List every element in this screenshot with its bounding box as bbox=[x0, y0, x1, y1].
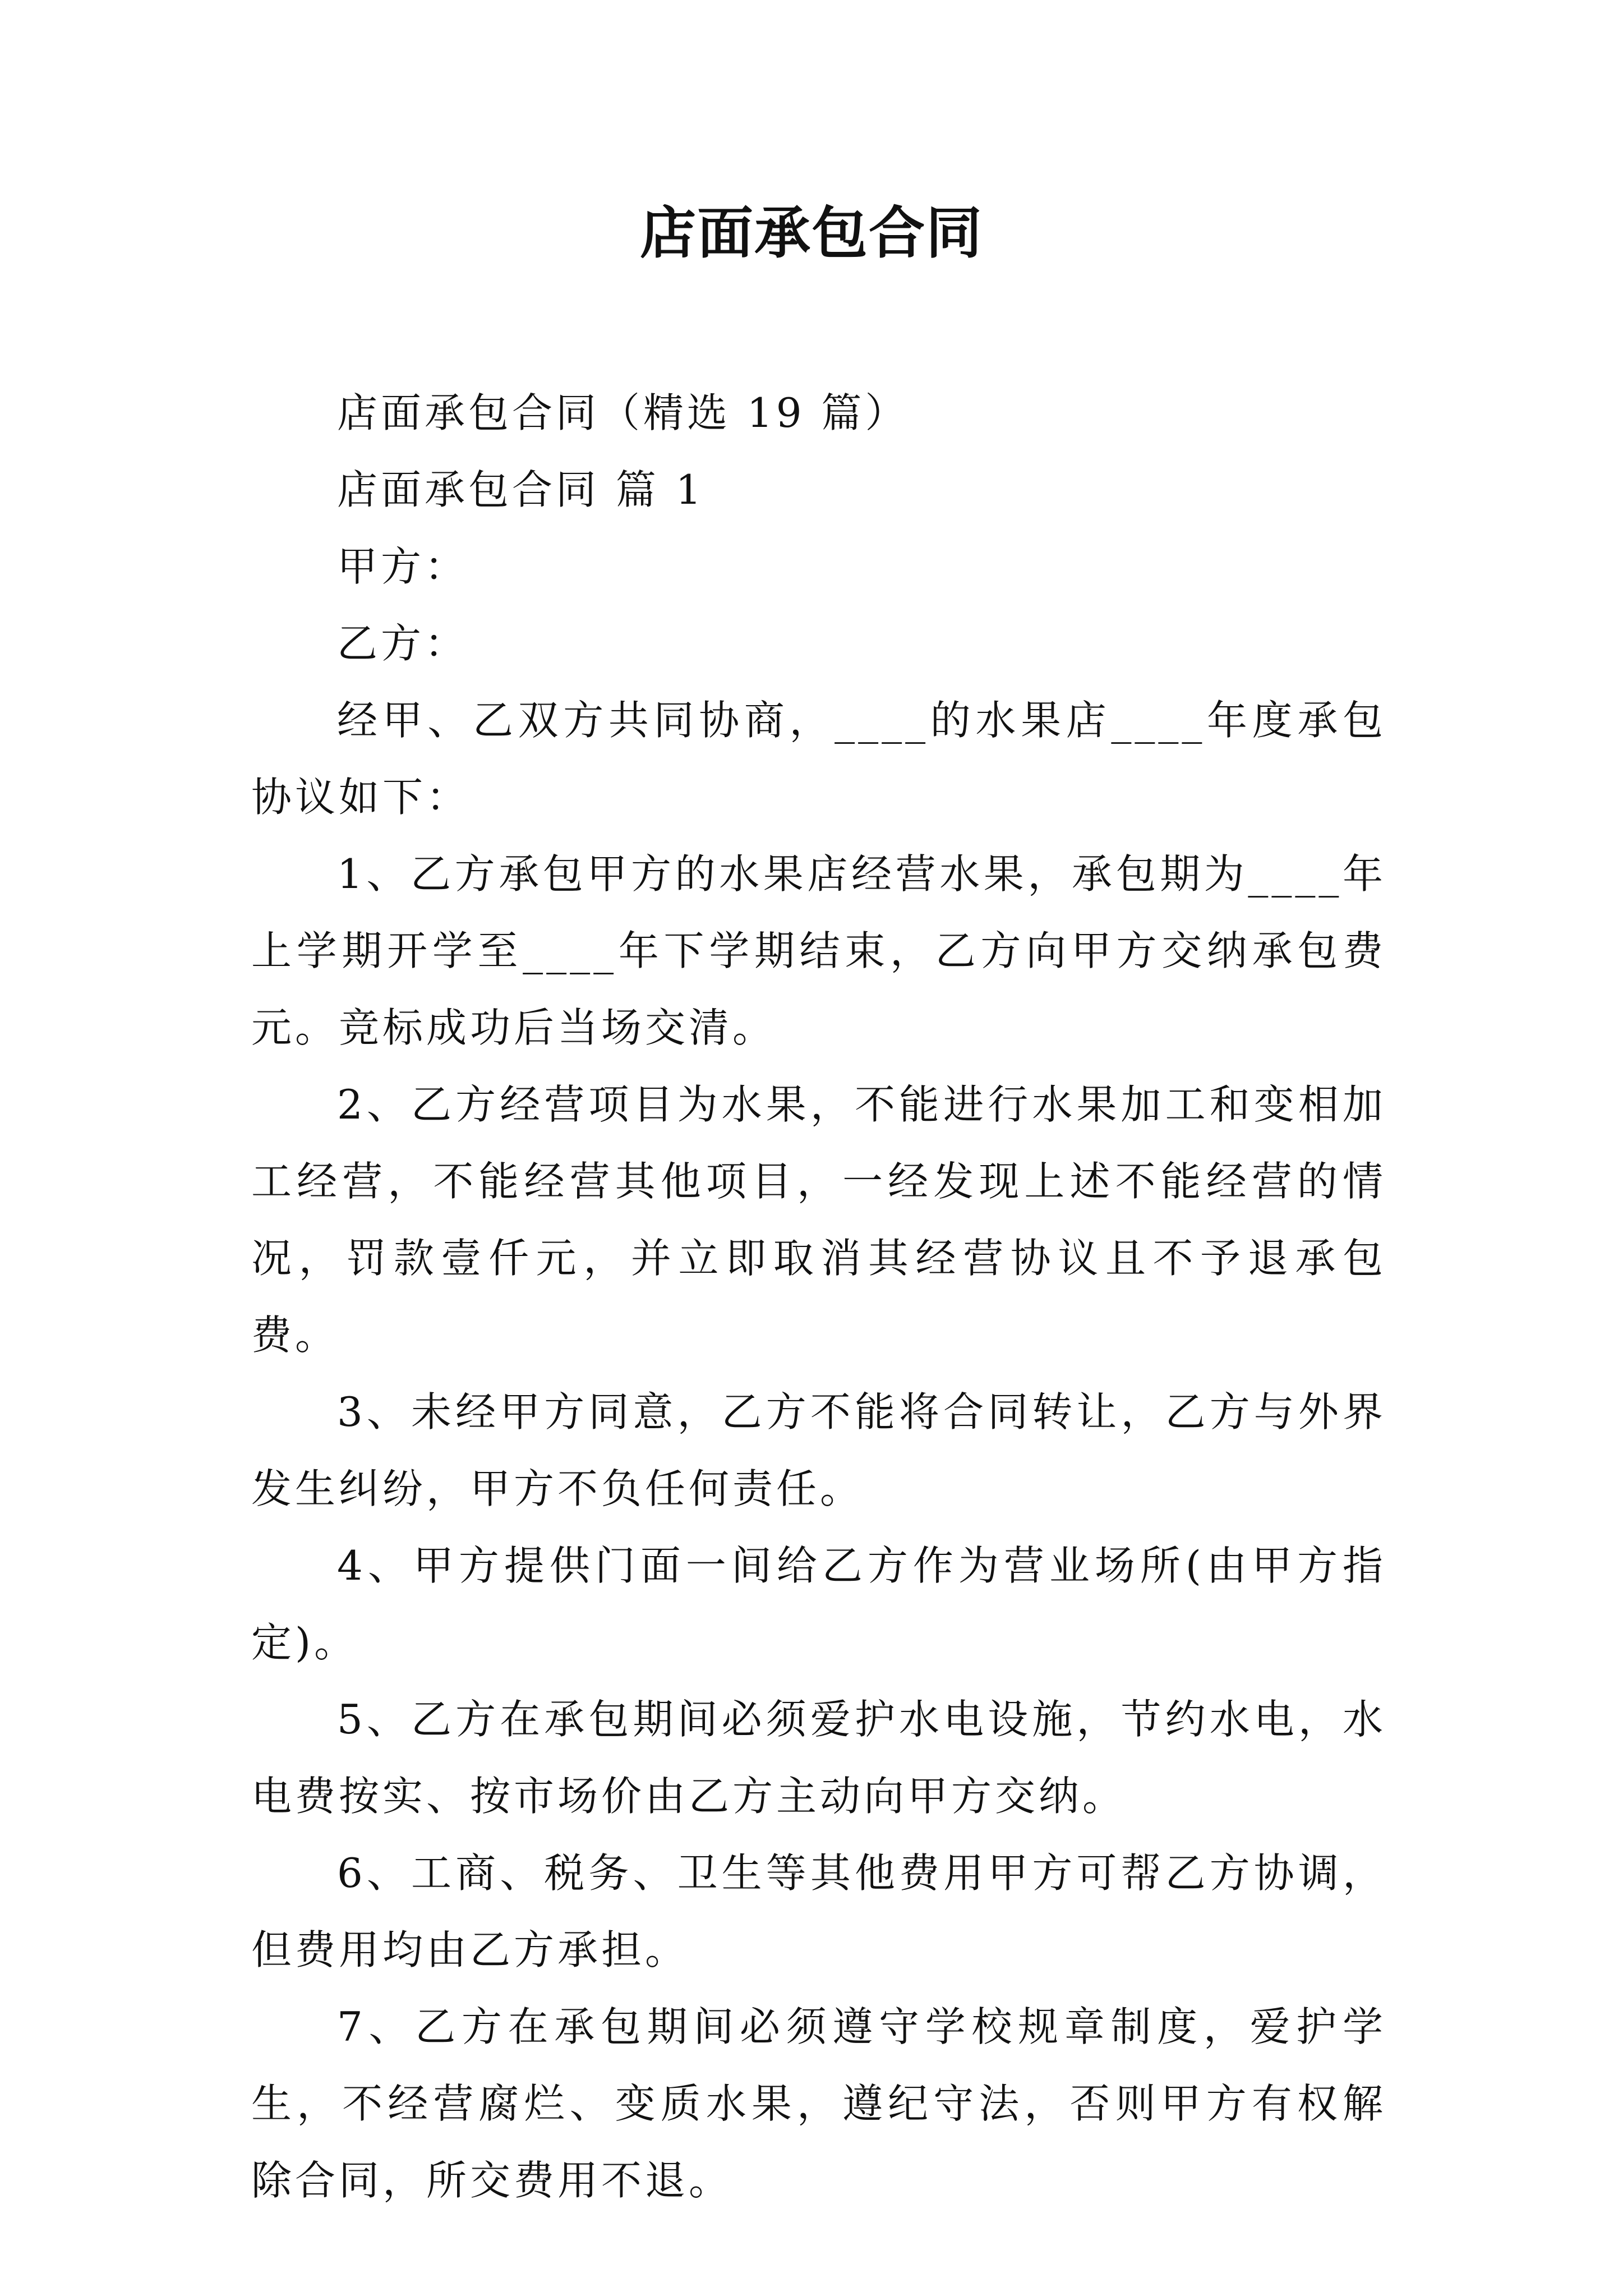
paragraph-party-a: 甲方： bbox=[337, 543, 469, 590]
paragraph-clause-1: 1、乙方承包甲方的水果店经营水果，承包期为____年上学期开学至____年下学期结束，乙方向甲方交纳承包费元。竞标成功后当场交清。 bbox=[251, 850, 1386, 1051]
document-body bbox=[251, 375, 1386, 2219]
paragraph-clause-6: 6、工商、税务、卫生等其他费用甲方可帮乙方协调，但费用均由乙方承担。 bbox=[251, 1849, 1386, 1973]
paragraph-clause-5: 5、乙方在承包期间必须爱护水电设施，节约水电，水电费按实、按市场价由乙方主动向甲方交纳。 bbox=[251, 1696, 1386, 1820]
paragraph-section-heading: 店面承包合同 篇 1 bbox=[337, 466, 705, 513]
paragraph-clause-7: 7、乙方在承包期间必须遵守学校规章制度，爱护学生，不经营腐烂、变质水果，遵纪守法，否则甲方有权解除合同，所交费用不退。 bbox=[251, 2003, 1386, 2204]
paragraph-clause-2: 2、乙方经营项目为水果，不能进行水果加工和变相加工经营，不能经营其他项目，一经发现上述不能经营的情况，罚款壹仟元，并立即取消其经营协议且不予退承包费。 bbox=[251, 1081, 1386, 1359]
paragraph-party-b: 乙方： bbox=[337, 620, 469, 667]
paragraph-clause-4: 4、甲方提供门面一间给乙方作为营业场所(由甲方指定)。 bbox=[251, 1542, 1386, 1666]
paragraph-subtitle: 店面承包合同（精选 19 篇） bbox=[337, 389, 909, 436]
document-title: 店面承包合同 bbox=[640, 200, 983, 266]
paragraph-intro: 经甲、乙双方共同协商，____的水果店____年度承包协议如下： bbox=[251, 697, 1386, 821]
paragraph-clause-3: 3、未经甲方同意，乙方不能将合同转让，乙方与外界发生纠纷，甲方不负任何责任。 bbox=[251, 1388, 1386, 1512]
